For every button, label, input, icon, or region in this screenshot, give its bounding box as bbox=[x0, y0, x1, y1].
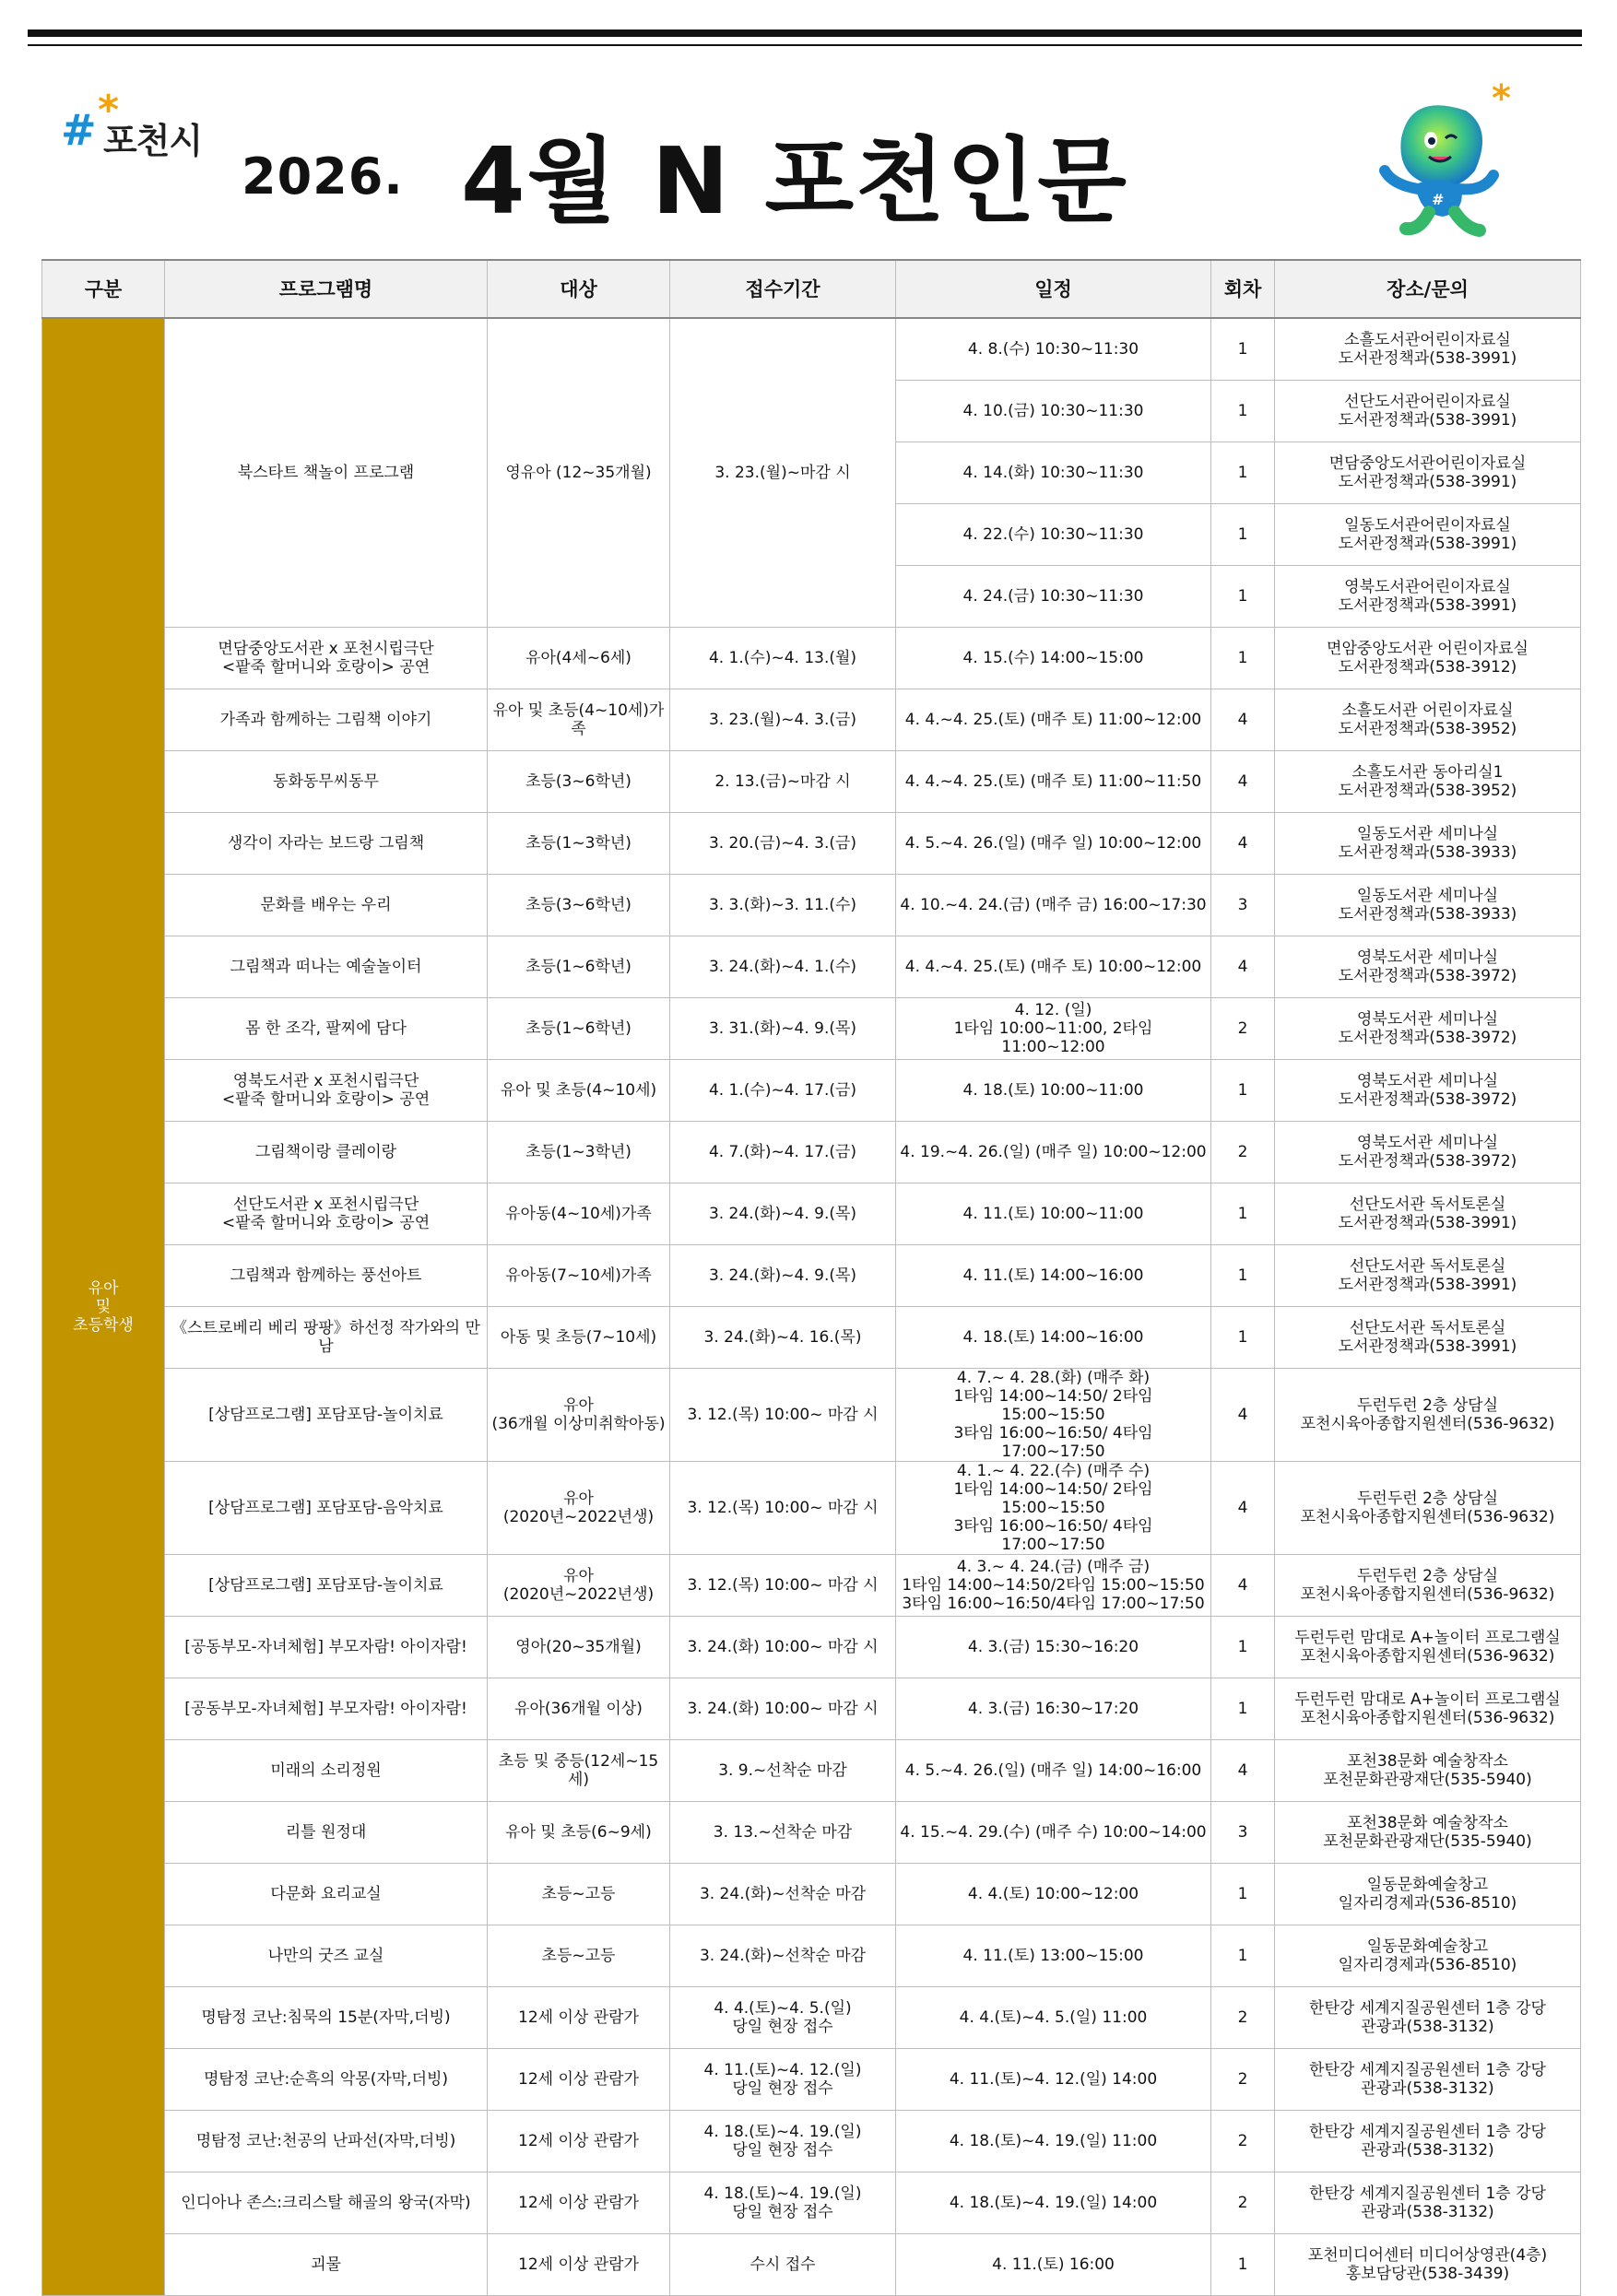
count-cell: 4 bbox=[1211, 1462, 1275, 1555]
period-cell: 4. 18.(토)~4. 19.(일) 당일 현장 접수 bbox=[670, 2172, 896, 2234]
place-cell: 한탄강 세계지질공원센터 1층 강당 관광과(538-3132) bbox=[1275, 2172, 1581, 2234]
count-cell: 1 bbox=[1211, 1183, 1275, 1245]
column-header-program: 프로그램명 bbox=[165, 260, 488, 318]
target-cell: 12세 이상 관람가 bbox=[488, 2111, 670, 2172]
column-header-place: 장소/문의 bbox=[1275, 260, 1581, 318]
period-cell: 3. 24.(화) 10:00~ 마감 시 bbox=[670, 1617, 896, 1678]
target-cell: 유아 및 초등(4~10세) bbox=[488, 1060, 670, 1122]
table-row bbox=[42, 875, 1581, 936]
program-name-cell: 그림책과 떠나는 예술놀이터 bbox=[165, 936, 488, 998]
count-cell: 4 bbox=[1211, 689, 1275, 751]
table-row bbox=[42, 2172, 1581, 2234]
table-row bbox=[42, 1678, 1581, 1740]
table-row bbox=[42, 1307, 1581, 1369]
schedule-cell: 4. 4.(토) 10:00~12:00 bbox=[896, 1864, 1211, 1925]
count-cell: 1 bbox=[1211, 1060, 1275, 1122]
place-cell: 두런두런 2층 상담실 포천시육아종합지원센터(536-9632) bbox=[1275, 1555, 1581, 1617]
count-cell: 1 bbox=[1211, 628, 1275, 689]
table-row bbox=[42, 1060, 1581, 1122]
table-row bbox=[42, 1617, 1581, 1678]
schedule-cell: 4. 22.(수) 10:30~11:30 bbox=[896, 504, 1211, 566]
period-cell: 4. 4.(토)~4. 5.(일) 당일 현장 접수 bbox=[670, 1987, 896, 2049]
period-cell: 4. 11.(토)~4. 12.(일) 당일 현장 접수 bbox=[670, 2049, 896, 2111]
period-cell: 4. 1.(수)~4. 17.(금) bbox=[670, 1060, 896, 1122]
table-row bbox=[42, 1555, 1581, 1617]
place-cell: 일동문화예술창고 일자리경제과(536-8510) bbox=[1275, 1864, 1581, 1925]
place-cell: 영북도서관어린이자료실 도서관정책과(538-3991) bbox=[1275, 566, 1581, 628]
table-row bbox=[42, 2049, 1581, 2111]
period-cell: 3. 24.(화)~4. 1.(수) bbox=[670, 936, 896, 998]
schedule-cell: 4. 11.(토) 10:00~11:00 bbox=[896, 1183, 1211, 1245]
target-cell: 유아 (2020년~2022년생) bbox=[488, 1555, 670, 1617]
program-name-cell: 명탐정 코난:침묵의 15분(자막,더빙) bbox=[165, 1987, 488, 2049]
program-name-cell: [공동부모-자녀체험] 부모자람! 아이자람! bbox=[165, 1617, 488, 1678]
schedule-cell: 4. 7.~ 4. 28.(화) (매주 화) 1타임 14:00~14:50/ 2타임 15:00~15:50 3타임 16:00~16:50/ 4타임 17:00~17:50 bbox=[896, 1369, 1211, 1462]
program-name-cell: [상담프로그램] 포담포담-놀이치료 bbox=[165, 1369, 488, 1462]
count-cell: 2 bbox=[1211, 998, 1275, 1060]
column-header-category: 구분 bbox=[42, 260, 165, 318]
svg-text:#: # bbox=[1432, 191, 1445, 208]
table-row bbox=[42, 1245, 1581, 1307]
schedule-cell: 4. 4.~4. 25.(토) (매주 토) 10:00~12:00 bbox=[896, 936, 1211, 998]
column-header-period: 접수기간 bbox=[670, 260, 896, 318]
table-row bbox=[42, 628, 1581, 689]
schedule-cell: 4. 3.(금) 16:30~17:20 bbox=[896, 1678, 1211, 1740]
schedule-cell: 4. 8.(수) 10:30~11:30 bbox=[896, 318, 1211, 381]
table-row bbox=[42, 1740, 1581, 1802]
target-cell: 초등~고등 bbox=[488, 1925, 670, 1987]
table-body bbox=[42, 318, 1581, 2296]
table-row bbox=[42, 813, 1581, 875]
period-cell: 3. 24.(화)~4. 9.(목) bbox=[670, 1183, 896, 1245]
place-cell: 두런두런 맘대로 A+놀이터 프로그램실 포천시육아종합지원센터(536-9632) bbox=[1275, 1678, 1581, 1740]
table-header-row bbox=[42, 260, 1581, 318]
schedule-cell: 4. 3.(금) 15:30~16:20 bbox=[896, 1617, 1211, 1678]
place-cell: 두런두런 2층 상담실 포천시육아종합지원센터(536-9632) bbox=[1275, 1462, 1581, 1555]
target-cell: 초등(1~3학년) bbox=[488, 1122, 670, 1183]
target-cell: 초등(3~6학년) bbox=[488, 875, 670, 936]
count-cell: 1 bbox=[1211, 381, 1275, 442]
target-cell: 초등(3~6학년) bbox=[488, 751, 670, 813]
column-header-schedule: 일정 bbox=[896, 260, 1211, 318]
place-cell: 한탄강 세계지질공원센터 1층 강당 관광과(538-3132) bbox=[1275, 2049, 1581, 2111]
place-cell: 선단도서관어린이자료실 도서관정책과(538-3991) bbox=[1275, 381, 1581, 442]
count-cell: 4 bbox=[1211, 751, 1275, 813]
program-name-cell: 다문화 요리교실 bbox=[165, 1864, 488, 1925]
program-name-cell: 《스트로베리 베리 팡팡》하선정 작가와의 만남 bbox=[165, 1307, 488, 1369]
period-cell: 2. 13.(금)~마감 시 bbox=[670, 751, 896, 813]
count-cell: 2 bbox=[1211, 2172, 1275, 2234]
program-name-cell: 명탐정 코난:천공의 난파선(자막,더빙) bbox=[165, 2111, 488, 2172]
schedule-cell: 4. 11.(토) 14:00~16:00 bbox=[896, 1245, 1211, 1307]
target-cell: 유아 및 초등(4~10세)가족 bbox=[488, 689, 670, 751]
mascot-illustration bbox=[1364, 83, 1521, 240]
program-name-cell: 몸 한 조각, 팔찌에 담다 bbox=[165, 998, 488, 1060]
program-name-cell: 동화동무씨동무 bbox=[165, 751, 488, 813]
target-cell: 유아 (36개월 이상미취학아동) bbox=[488, 1369, 670, 1462]
program-name-cell: 나만의 굿즈 교실 bbox=[165, 1925, 488, 1987]
period-cell: 3. 24.(화) 10:00~ 마감 시 bbox=[670, 1678, 896, 1740]
target-cell: 초등(1~3학년) bbox=[488, 813, 670, 875]
count-cell: 4 bbox=[1211, 936, 1275, 998]
place-cell: 포천38문화 예술창작소 포천문화관광재단(535-5940) bbox=[1275, 1740, 1581, 1802]
count-cell: 1 bbox=[1211, 2234, 1275, 2296]
schedule-cell: 4. 14.(화) 10:30~11:30 bbox=[896, 442, 1211, 504]
place-cell: 일동도서관 세미나실 도서관정책과(538-3933) bbox=[1275, 875, 1581, 936]
target-cell: 유아(36개월 이상) bbox=[488, 1678, 670, 1740]
count-cell: 4 bbox=[1211, 1740, 1275, 1802]
program-name-cell: 생각이 자라는 보드랑 그림책 bbox=[165, 813, 488, 875]
schedule-cell: 4. 18.(토)~4. 19.(일) 14:00 bbox=[896, 2172, 1211, 2234]
target-cell: 12세 이상 관람가 bbox=[488, 2172, 670, 2234]
place-cell: 한탄강 세계지질공원센터 1층 강당 관광과(538-3132) bbox=[1275, 1987, 1581, 2049]
place-cell: 소흘도서관 동아리실1 도서관정책과(538-3952) bbox=[1275, 751, 1581, 813]
place-cell: 면암중앙도서관 어린이자료실 도서관정책과(538-3912) bbox=[1275, 628, 1581, 689]
schedule-cell: 4. 18.(토) 14:00~16:00 bbox=[896, 1307, 1211, 1369]
target-cell: 12세 이상 관람가 bbox=[488, 2049, 670, 2111]
program-name-cell: 리틀 원정대 bbox=[165, 1802, 488, 1864]
period-cell: 4. 18.(토)~4. 19.(일) 당일 현장 접수 bbox=[670, 2111, 896, 2172]
target-cell: 유아 및 초등(6~9세) bbox=[488, 1802, 670, 1864]
svg-text:*: * bbox=[1492, 83, 1511, 120]
target-cell: 초등 및 중등(12세~15세) bbox=[488, 1740, 670, 1802]
table-row bbox=[42, 1802, 1581, 1864]
top-rule-thick bbox=[28, 29, 1582, 37]
count-cell: 1 bbox=[1211, 504, 1275, 566]
target-cell: 유아(4세~6세) bbox=[488, 628, 670, 689]
table-row bbox=[42, 2111, 1581, 2172]
period-cell: 4. 7.(화)~4. 17.(금) bbox=[670, 1122, 896, 1183]
place-cell: 한탄강 세계지질공원센터 1층 강당 관광과(538-3132) bbox=[1275, 2111, 1581, 2172]
period-cell: 3. 3.(화)~3. 11.(수) bbox=[670, 875, 896, 936]
count-cell: 1 bbox=[1211, 1245, 1275, 1307]
table-row bbox=[42, 1864, 1581, 1925]
target-cell: 12세 이상 관람가 bbox=[488, 1987, 670, 2049]
schedule-cell: 4. 12. (일) 1타임 10:00~11:00, 2타임 11:00~12:00 bbox=[896, 998, 1211, 1060]
schedule-cell: 4. 11.(토) 16:00 bbox=[896, 2234, 1211, 2296]
count-cell: 1 bbox=[1211, 318, 1275, 381]
table-row bbox=[42, 2234, 1581, 2296]
program-name-cell: 인디아나 존스:크리스탈 해골의 왕국(자막) bbox=[165, 2172, 488, 2234]
period-cell: 3. 20.(금)~4. 3.(금) bbox=[670, 813, 896, 875]
schedule-cell: 4. 5.~4. 26.(일) (매주 일) 14:00~16:00 bbox=[896, 1740, 1211, 1802]
schedule-cell: 4. 4.~4. 25.(토) (매주 토) 11:00~12:00 bbox=[896, 689, 1211, 751]
pocheon-logo bbox=[61, 87, 245, 161]
table-row bbox=[42, 1183, 1581, 1245]
table-row bbox=[42, 1987, 1581, 2049]
program-name-cell: [공동부모-자녀체험] 부모자람! 아이자람! bbox=[165, 1678, 488, 1740]
table-row bbox=[42, 751, 1581, 813]
count-cell: 2 bbox=[1211, 2049, 1275, 2111]
count-cell: 1 bbox=[1211, 442, 1275, 504]
period-cell: 3. 31.(화)~4. 9.(목) bbox=[670, 998, 896, 1060]
count-cell: 1 bbox=[1211, 1307, 1275, 1369]
place-cell: 선단도서관 독서토론실 도서관정책과(538-3991) bbox=[1275, 1183, 1581, 1245]
schedule-cell: 4. 15.~4. 29.(수) (매주 수) 10:00~14:00 bbox=[896, 1802, 1211, 1864]
category-cell: 유아 및 초등학생 bbox=[42, 318, 165, 2296]
program-name-cell: 가족과 함께하는 그림책 이야기 bbox=[165, 689, 488, 751]
count-cell: 3 bbox=[1211, 875, 1275, 936]
program-name-cell: [상담프로그램] 포담포담-놀이치료 bbox=[165, 1555, 488, 1617]
place-cell: 일동문화예술창고 일자리경제과(536-8510) bbox=[1275, 1925, 1581, 1987]
place-cell: 두런두런 맘대로 A+놀이터 프로그램실 포천시육아종합지원센터(536-9632) bbox=[1275, 1617, 1581, 1678]
period-cell: 3. 12.(목) 10:00~ 마감 시 bbox=[670, 1369, 896, 1462]
page-title: 4월 N 포천인문 bbox=[461, 127, 1128, 235]
place-cell: 포천38문화 예술창작소 포천문화관광재단(535-5940) bbox=[1275, 1802, 1581, 1864]
count-cell: 4 bbox=[1211, 1369, 1275, 1462]
table-row bbox=[42, 689, 1581, 751]
place-cell: 두런두런 2층 상담실 포천시육아종합지원센터(536-9632) bbox=[1275, 1369, 1581, 1462]
place-cell: 면담중앙도서관어린이자료실 도서관정책과(538-3991) bbox=[1275, 442, 1581, 504]
schedule-cell: 4. 5.~4. 26.(일) (매주 일) 10:00~12:00 bbox=[896, 813, 1211, 875]
period-cell: 3. 23.(월)~4. 3.(금) bbox=[670, 689, 896, 751]
logo-text: 포천시 bbox=[103, 121, 203, 161]
target-cell: 12세 이상 관람가 bbox=[488, 2234, 670, 2296]
table-row bbox=[42, 318, 1581, 381]
schedule-cell: 4. 19.~4. 26.(일) (매주 일) 10:00~12:00 bbox=[896, 1122, 1211, 1183]
place-cell: 영북도서관 세미나실 도서관정책과(538-3972) bbox=[1275, 1122, 1581, 1183]
title-year: 2026. bbox=[242, 147, 404, 206]
target-cell: 영아(20~35개월) bbox=[488, 1617, 670, 1678]
place-cell: 영북도서관 세미나실 도서관정책과(538-3972) bbox=[1275, 936, 1581, 998]
column-header-target: 대상 bbox=[488, 260, 670, 318]
place-cell: 소흘도서관 어린이자료실 도서관정책과(538-3952) bbox=[1275, 689, 1581, 751]
period-cell: 3. 24.(화)~4. 16.(목) bbox=[670, 1307, 896, 1369]
program-schedule-table bbox=[41, 259, 1581, 2296]
place-cell: 영북도서관 세미나실 도서관정책과(538-3972) bbox=[1275, 1060, 1581, 1122]
place-cell: 선단도서관 독서토론실 도서관정책과(538-3991) bbox=[1275, 1245, 1581, 1307]
period-cell: 4. 1.(수)~4. 13.(월) bbox=[670, 628, 896, 689]
period-cell: 3. 24.(화)~선착순 마감 bbox=[670, 1864, 896, 1925]
target-cell: 유아동(7~10세)가족 bbox=[488, 1245, 670, 1307]
schedule-cell: 4. 4.(토)~4. 5.(일) 11:00 bbox=[896, 1987, 1211, 2049]
target-cell: 초등~고등 bbox=[488, 1864, 670, 1925]
schedule-cell: 4. 11.(토) 13:00~15:00 bbox=[896, 1925, 1211, 1987]
place-cell: 선단도서관 독서토론실 도서관정책과(538-3991) bbox=[1275, 1307, 1581, 1369]
place-cell: 소흘도서관어린이자료실 도서관정책과(538-3991) bbox=[1275, 318, 1581, 381]
period-cell: 3. 13.~선착순 마감 bbox=[670, 1802, 896, 1864]
count-cell: 1 bbox=[1211, 1617, 1275, 1678]
period-cell: 수시 접수 bbox=[670, 2234, 896, 2296]
schedule-cell: 4. 18.(토) 10:00~11:00 bbox=[896, 1060, 1211, 1122]
count-cell: 2 bbox=[1211, 1987, 1275, 2049]
schedule-cell: 4. 3.~ 4. 24.(금) (매주 금) 1타임 14:00~14:50/2타임 15:00~15:50 3타임 16:00~16:50/4타임 17:00~17:50 bbox=[896, 1555, 1211, 1617]
count-cell: 3 bbox=[1211, 1802, 1275, 1864]
target-cell: 유아동(4~10세)가족 bbox=[488, 1183, 670, 1245]
schedule-cell: 4. 1.~ 4. 22.(수) (매주 수) 1타임 14:00~14:50/ 2타임 15:00~15:50 3타임 16:00~16:50/ 4타임 17:00~17:50 bbox=[896, 1462, 1211, 1555]
period-cell: 3. 24.(화)~선착순 마감 bbox=[670, 1925, 896, 1987]
table-row bbox=[42, 1122, 1581, 1183]
count-cell: 2 bbox=[1211, 1122, 1275, 1183]
place-cell: 일동도서관 세미나실 도서관정책과(538-3933) bbox=[1275, 813, 1581, 875]
table-row bbox=[42, 1462, 1581, 1555]
target-cell: 초등(1~6학년) bbox=[488, 936, 670, 998]
program-name-cell: 영북도서관 x 포천시립극단 <팥죽 할머니와 호랑이> 공연 bbox=[165, 1060, 488, 1122]
table-row bbox=[42, 1369, 1581, 1462]
schedule-cell: 4. 10.~4. 24.(금) (매주 금) 16:00~17:30 bbox=[896, 875, 1211, 936]
column-header-count: 회차 bbox=[1211, 260, 1275, 318]
table-row bbox=[42, 936, 1581, 998]
schedule-cell: 4. 4.~4. 25.(토) (매주 토) 11:00~11:50 bbox=[896, 751, 1211, 813]
count-cell: 1 bbox=[1211, 1925, 1275, 1987]
place-cell: 포천미디어센터 미디어상영관(4층) 홍보담당관(538-3439) bbox=[1275, 2234, 1581, 2296]
schedule-cell: 4. 15.(수) 14:00~15:00 bbox=[896, 628, 1211, 689]
period-cell: 3. 9.~선착순 마감 bbox=[670, 1740, 896, 1802]
count-cell: 4 bbox=[1211, 1555, 1275, 1617]
program-name-cell: 북스타트 책놀이 프로그램 bbox=[165, 318, 488, 628]
period-cell: 3. 24.(화)~4. 9.(목) bbox=[670, 1245, 896, 1307]
program-name-cell: 문화를 배우는 우리 bbox=[165, 875, 488, 936]
period-cell: 3. 23.(월)~마감 시 bbox=[670, 318, 896, 628]
period-cell: 3. 12.(목) 10:00~ 마감 시 bbox=[670, 1555, 896, 1617]
schedule-cell: 4. 18.(토)~4. 19.(일) 11:00 bbox=[896, 2111, 1211, 2172]
table-row bbox=[42, 1925, 1581, 1987]
target-cell: 영유아 (12~35개월) bbox=[488, 318, 670, 628]
top-rule-thin bbox=[28, 44, 1582, 46]
place-cell: 영북도서관 세미나실 도서관정책과(538-3972) bbox=[1275, 998, 1581, 1060]
table-row bbox=[42, 998, 1581, 1060]
count-cell: 1 bbox=[1211, 1678, 1275, 1740]
schedule-cell: 4. 10.(금) 10:30~11:30 bbox=[896, 381, 1211, 442]
target-cell: 초등(1~6학년) bbox=[488, 998, 670, 1060]
program-name-cell: 괴물 bbox=[165, 2234, 488, 2296]
count-cell: 1 bbox=[1211, 1864, 1275, 1925]
program-name-cell: 면담중앙도서관 x 포천시립극단 <팥죽 할머니와 호랑이> 공연 bbox=[165, 628, 488, 689]
program-name-cell: 선단도서관 x 포천시립극단 <팥죽 할머니와 호랑이> 공연 bbox=[165, 1183, 488, 1245]
count-cell: 4 bbox=[1211, 813, 1275, 875]
program-name-cell: 그림책과 함께하는 풍선아트 bbox=[165, 1245, 488, 1307]
period-cell: 3. 12.(목) 10:00~ 마감 시 bbox=[670, 1462, 896, 1555]
program-name-cell: 미래의 소리정원 bbox=[165, 1740, 488, 1802]
count-cell: 2 bbox=[1211, 2111, 1275, 2172]
count-cell: 1 bbox=[1211, 566, 1275, 628]
program-name-cell: 그림책이랑 클레이랑 bbox=[165, 1122, 488, 1183]
place-cell: 일동도서관어린이자료실 도서관정책과(538-3991) bbox=[1275, 504, 1581, 566]
program-name-cell: [상담프로그램] 포담포담-음악치료 bbox=[165, 1462, 488, 1555]
program-name-cell: 명탐정 코난:순흑의 악몽(자막,더빙) bbox=[165, 2049, 488, 2111]
target-cell: 유아 (2020년~2022년생) bbox=[488, 1462, 670, 1555]
logo-star: * bbox=[98, 87, 120, 134]
schedule-cell: 4. 24.(금) 10:30~11:30 bbox=[896, 566, 1211, 628]
target-cell: 아동 및 초등(7~10세) bbox=[488, 1307, 670, 1369]
schedule-cell: 4. 11.(토)~4. 12.(일) 14:00 bbox=[896, 2049, 1211, 2111]
logo-hash: # bbox=[61, 105, 97, 155]
